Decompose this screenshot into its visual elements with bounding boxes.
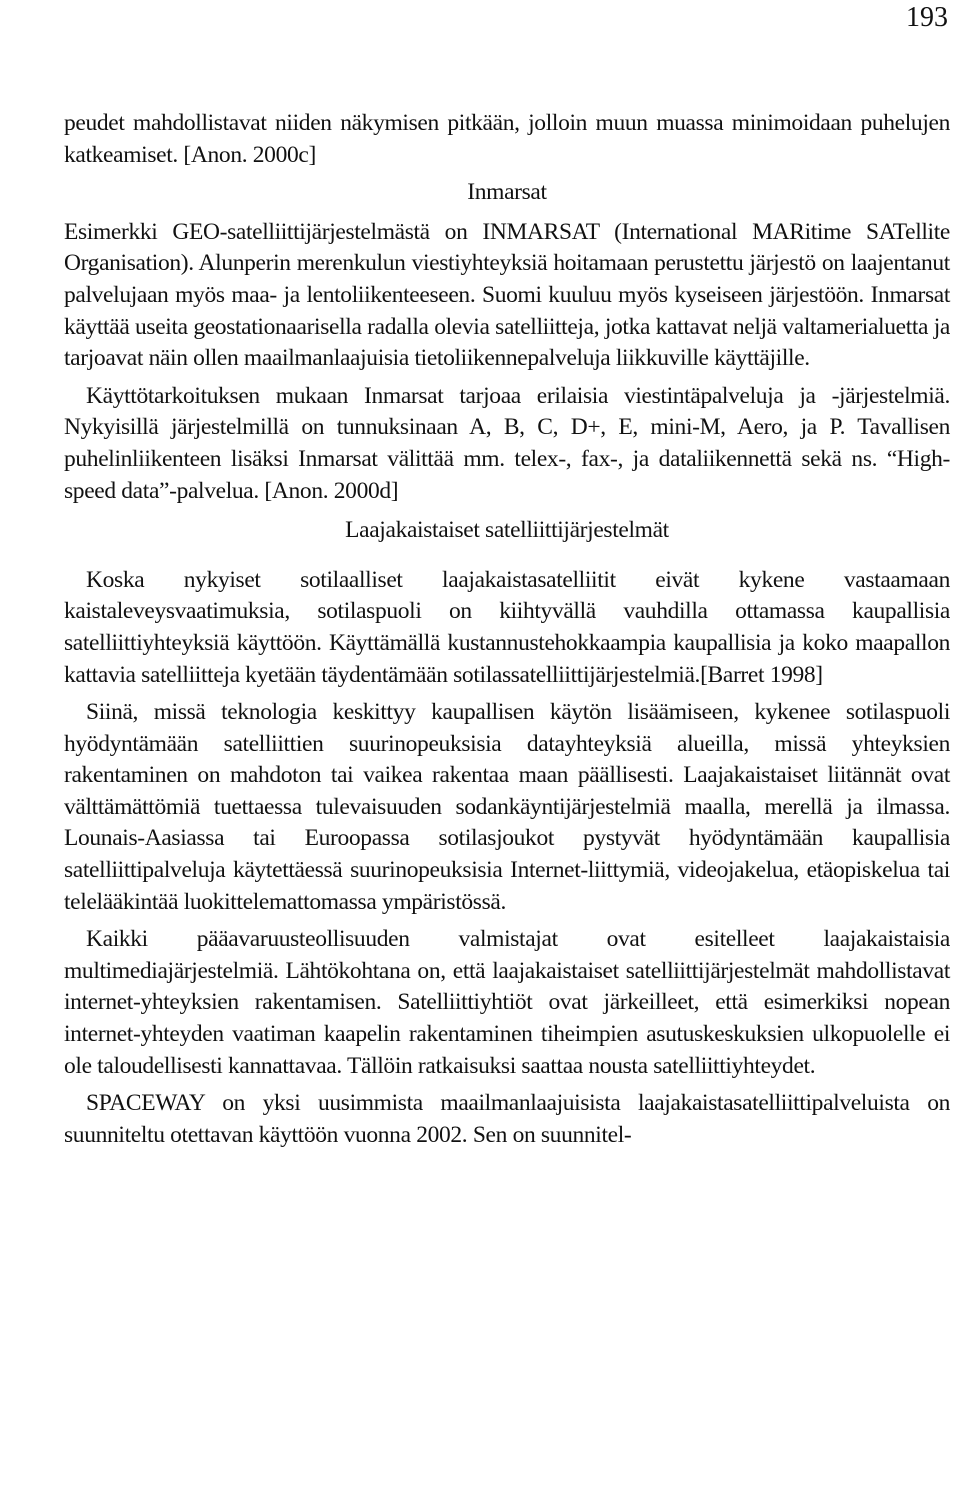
paragraph-military-broadband: Koska nykyiset sotilaalliset laajakaistasatelliitit eivät kykene vastaamaan kaistaleveysvaatimuksia, sotilaspuoli on kiihtyvällä vauhdilla ottamassa kaupallisia satelliittiyhteyksiä käyttöön. Käyttämällä kustannustehokkaampia kaupallisia ja koko maapallon kattavia satelliitteja kyetään täydentämään sotilassatelliittijärjestelmiä.[Barret 1998] [64,566,950,688]
section-heading-broadband-satellites: Laajakaistaiset satelliittijärjestelmät [345,517,669,544]
paragraph-multimedia-systems: Kaikki pääavaruusteollisuuden valmistajat ovat esitelleet laajakaistaisia multimediajärjestelmiä. Lähtökohtana on, että laajakaistaiset satelliittijärjestelmät mahdollistavat internet-yhteyksien rakentamisen. Satelliittiyhtiöt ovat järkeilleet, että esimerkiksi nopean internet-yhteyden vaatiman kaapelin rakentaminen tiheimpien asutuskeskuksien ulkopuolelle ei ole taloudellisesti kannattavaa. Tällöin ratkaisuksi saattaa nousta satelliittiyhteydet. [64,926,950,1079]
page-number: 193 [906,2,948,33]
paragraph-technology-focus: Siinä, missä teknologia keskittyy kaupallisen käytön lisäämiseen, kykenee sotilaspuoli hyödyntämään satelliittien suurinopeuksisia datayhteyksiä alueilla, missä yhteyksien rakentaminen on mahdoton tai vaikea rakentaa maan päällisesti. Laajakaistaiset liitännät ovat välttämättömiä tuettaessa tulevaisuuden sodankäyntijärjestelmiä maalla, merellä ja ilmassa. Lounais-Aasiassa tai Euroopassa sotilasjoukot pystyvät hyödyntämään kaupallisia satelliittipalveluja käytettäessä suurinopeuksisia Internet-liittymiä, videojakelua, etäopiskelua tai telelääkintää luokittelemattomassa ympäristössä. [64,699,950,915]
paragraph-inmarsat-services: Käyttötarkoituksen mukaan Inmarsat tarjoaa erilaisia viestintäpalveluja ja -järjestelmiä. Nykyisillä järjestelmillä on tunnuksinaan A, B, C, D+, E, mini-M, Aero, ja P. Tavallisen puhelinliikenteen lisäksi Inmarsat välittää mm. telex-, fax-, ja dataliikennettä sekä ns. “High-speed data”-palvelua. [Anon. 2000d] [64,382,950,504]
paragraph-intro: peudet mahdollistavat niiden näkymisen pitkään, jolloin muun muassa minimoidaan puhelujen katkeamiset. [Anon. 2000c] [64,110,950,168]
paragraph-inmarsat-overview: Esimerkki GEO-satelliittijärjestelmästä on INMARSAT (International MARitime SATellite Organisation). Alunperin merenkulun viestiyhteyksiä hoitamaan perustettu järjestö on laajentanut palvelujaan myös maa- ja lentoliikenteeseen. Suomi kuuluu myös kyseiseen järjestöön. Inmarsat käyttää useita geostationaarisella radalla olevia satelliitteja, jotka kattavat neljä valtamerialuetta ja tarjoavat näin ollen maailmanlaajuisia tietoliikennepalveluja liikkuville käyttäjille. [64,218,950,372]
paragraph-spaceway: SPACEWAY on yksi uusimmista maailmanlaajuisista laajakaistasatelliittipalveluista on suunniteltu otettavan käyttöön vuonna 2002. Sen on suunnitel- [64,1090,950,1148]
section-heading-inmarsat: Inmarsat [467,179,547,206]
document-body [64,108,950,1157]
